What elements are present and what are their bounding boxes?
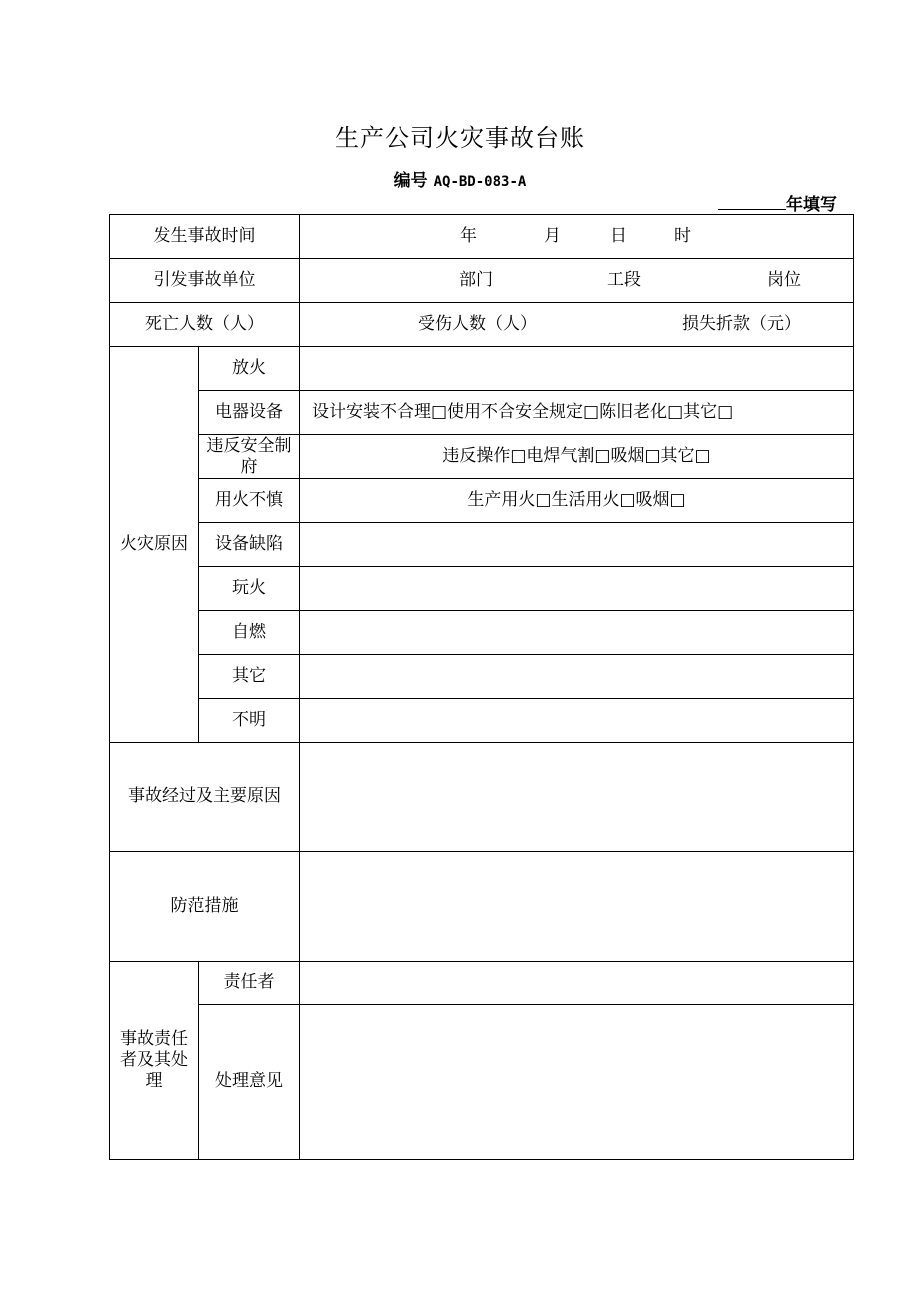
year-suffix: 年填写 (786, 195, 837, 215)
cause-detail[interactable] (300, 523, 854, 567)
cause-label: 自燃 (199, 611, 300, 655)
cause-detail[interactable] (300, 347, 854, 391)
cause-detail[interactable] (300, 611, 854, 655)
time-year: 年 (460, 225, 477, 246)
cause-detail[interactable]: 设计安装不合理□使用不合安全规定□陈旧老化□其它□ (300, 391, 854, 435)
code-label: 编号 (393, 171, 428, 191)
cause-detail[interactable] (300, 699, 854, 743)
injured-label: 受伤人数（人） (418, 313, 537, 334)
time-label: 发生事故时间 (110, 215, 300, 259)
cause-label: 设备缺陷 (199, 523, 300, 567)
prevention-label: 防范措施 (110, 852, 300, 962)
unit-label: 引发事故单位 (110, 259, 300, 303)
cause-label: 违反安全制府 (199, 435, 300, 479)
page-title: 生产公司火灾事故台账 (335, 124, 585, 152)
casualty-field[interactable] (300, 303, 854, 347)
handling-opinion-label: 处理意见 (199, 1005, 300, 1160)
unit-dept: 部门 (459, 269, 493, 290)
cause-label: 用火不慎 (199, 479, 300, 523)
time-month: 月 (544, 225, 561, 246)
cause-detail[interactable] (300, 567, 854, 611)
loss-label: 损失折款（元） (682, 313, 801, 334)
cause-detail[interactable]: 生产用火□生活用火□吸烟□ (300, 479, 854, 523)
responsible-person-label: 责任者 (199, 962, 300, 1005)
process-field[interactable] (300, 743, 854, 852)
unit-section: 工段 (607, 269, 641, 290)
time-field[interactable] (300, 215, 854, 259)
code-value: AQ-BD-083-A (433, 174, 527, 190)
unit-field[interactable] (300, 259, 854, 303)
document-code (0, 166, 920, 191)
cause-label: 其它 (199, 655, 300, 699)
handling-opinion-field[interactable] (300, 1005, 854, 1160)
prevention-field[interactable] (300, 852, 854, 962)
cause-group-label: 火灾原因 (110, 347, 199, 743)
cause-label: 玩火 (199, 567, 300, 611)
time-day: 日 (610, 225, 627, 246)
responsibility-group-label: 事故责任者及其处理 (110, 962, 199, 1160)
cause-detail[interactable]: 违反操作□电焊气割□吸烟□其它□ (300, 435, 854, 479)
death-label: 死亡人数（人） (110, 303, 300, 347)
cause-detail[interactable] (300, 655, 854, 699)
fire-accident-table (109, 214, 854, 1160)
year-fill-line (718, 190, 837, 215)
unit-post: 岗位 (767, 269, 801, 290)
process-label: 事故经过及主要原因 (110, 743, 300, 852)
cause-label: 放火 (199, 347, 300, 391)
time-hour: 时 (674, 225, 691, 246)
cause-label: 电器设备 (199, 391, 300, 435)
responsible-person-field[interactable] (300, 962, 854, 1005)
year-blank[interactable] (718, 193, 786, 210)
cause-label: 不明 (199, 699, 300, 743)
